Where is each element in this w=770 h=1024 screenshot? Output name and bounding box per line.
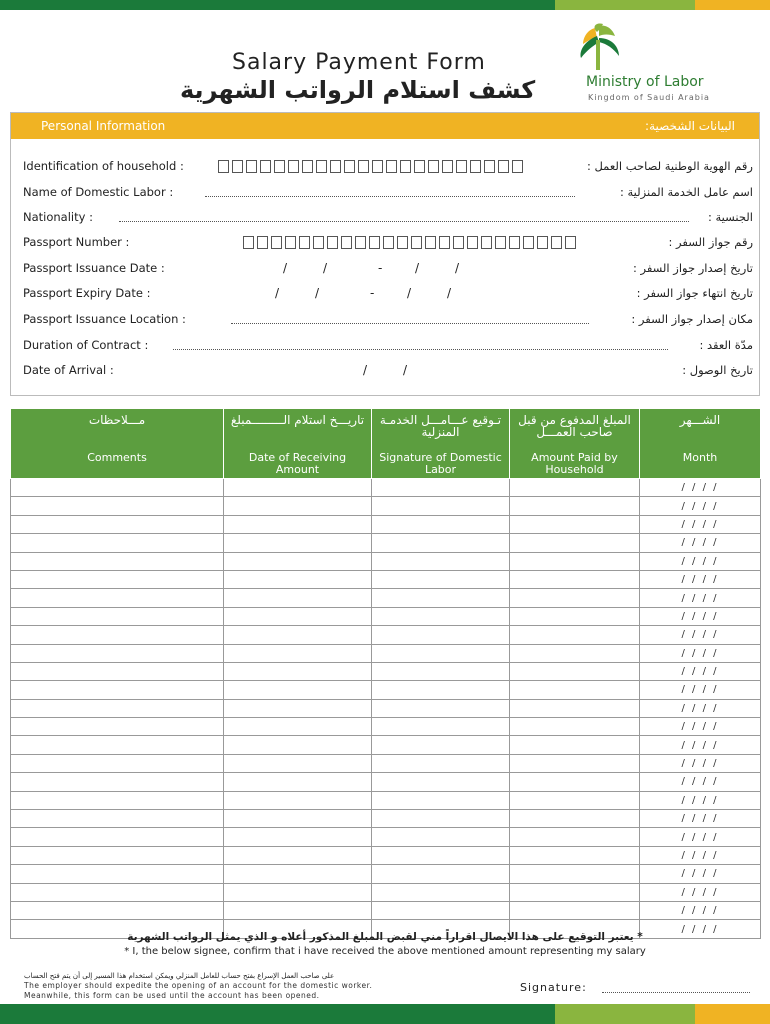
month-cell[interactable]: / / / / [640,754,761,772]
month-cell[interactable]: / / / / [640,718,761,736]
table-row [11,718,761,736]
col-amount: المبلغ المدفوع من قبل صاحب العمـــل Amount Paid by Household [510,409,640,479]
date-cell[interactable] [224,865,372,883]
comments-cell[interactable] [11,607,224,625]
signature-cell[interactable] [372,479,510,497]
signature-cell[interactable] [372,570,510,588]
month-cell[interactable]: / / / / [640,920,761,938]
name-field[interactable] [205,196,575,197]
location-label-ar: مكان إصدار جواز السفر : [631,312,753,326]
name-label-en: Name of Domestic Labor : [23,185,174,199]
amount-cell[interactable] [510,534,640,552]
date-cell[interactable] [224,846,372,864]
date-cell[interactable] [224,754,372,772]
date-cell[interactable] [224,479,372,497]
table-row [11,644,761,662]
table-row [11,570,761,588]
amount-cell[interactable] [510,699,640,717]
expiry-label-ar: تاريخ انتهاء جواز السفر : [636,286,753,300]
arrival-row: Date of Arrival : / / تاريخ الوصول : [23,363,753,377]
amount-cell[interactable] [510,644,640,662]
location-label-en: Passport Issuance Location : [23,312,186,326]
signature-cell[interactable] [372,846,510,864]
id-label-ar: رقم الهوية الوطنية لصاحب العمل : [586,159,753,173]
signature-cell[interactable] [372,534,510,552]
table-row [11,828,761,846]
signature-cell[interactable] [372,773,510,791]
month-cell[interactable]: / / / / [640,901,761,919]
duration-field[interactable] [173,349,668,350]
nationality-field[interactable] [119,221,689,222]
signature-cell[interactable] [372,791,510,809]
date-cell[interactable] [224,515,372,533]
duration-label-en: Duration of Contract : [23,338,149,352]
comments-cell[interactable] [11,515,224,533]
expiry-date-row: Passport Expiry Date : / / - / / تاريخ انتهاء جواز السفر : [23,286,753,300]
signature-cell[interactable] [372,497,510,515]
col-month: الشـــهر Month [640,409,761,479]
nationality-label-en: Nationality : [23,210,93,224]
signature-cell[interactable] [372,589,510,607]
date-cell[interactable] [224,534,372,552]
salary-table [10,408,761,939]
comments-cell[interactable] [11,681,224,699]
month-cell[interactable]: / / / / [640,626,761,644]
signature-cell[interactable] [372,515,510,533]
expiry-label-en: Passport Expiry Date : [23,286,151,300]
comments-cell[interactable] [11,883,224,901]
month-cell[interactable]: / / / / [640,515,761,533]
table-row [11,515,761,533]
ministry-logo-palm-icon [555,22,720,104]
signature-cell[interactable] [372,828,510,846]
table-row [11,607,761,625]
month-cell[interactable]: / / / / [640,662,761,680]
passport-input-boxes[interactable] [243,236,579,249]
signature-cell[interactable] [372,754,510,772]
duration-label-ar: مدّة العقد : [699,338,753,352]
nationality-row [23,210,753,230]
month-cell[interactable]: / / / / [640,681,761,699]
amount-cell[interactable] [510,773,640,791]
month-cell[interactable]: / / / / [640,644,761,662]
month-cell[interactable]: / / / / [640,828,761,846]
signature-cell[interactable] [372,552,510,570]
amount-cell[interactable] [510,846,640,864]
table-row [11,626,761,644]
comments-cell[interactable] [11,479,224,497]
signature-field[interactable] [602,992,750,993]
col-date-received: تاريـــخ استلام الـــــــــمبلغ Date of Receiving Amount [224,409,372,479]
footer-note-ar: على صاحب العمل الإسراع بفتح حساب للعامل المنزلي ويمكن استخدام هذا المسير إلى أن يتم فتح الحساب [24,972,335,980]
amount-cell[interactable] [510,865,640,883]
col-signature: تـوقيع عـــامـــل الخدمـة المنزلية Signature of Domestic Labor [372,409,510,479]
date-cell[interactable] [224,570,372,588]
date-cell[interactable] [224,791,372,809]
signature-cell[interactable] [372,626,510,644]
section-title-ar: البيانات الشخصية: [645,119,735,133]
personal-info-header [11,113,759,139]
amount-cell[interactable] [510,589,640,607]
confirmation-note-en: * I, the below signee, confirm that i have received the above mentioned amount representing my salary [124,946,646,957]
month-cell[interactable]: / / / / [640,846,761,864]
table-row [11,681,761,699]
passport-label-ar: رقم جواز السفر : [668,235,753,249]
arrival-label-ar: تاريخ الوصول : [682,363,753,377]
bottom-color-bar [0,1004,770,1024]
passport-label-en: Passport Number : [23,235,130,249]
table-row [11,699,761,717]
table-row [11,479,761,497]
amount-cell[interactable] [510,883,640,901]
signature-cell[interactable] [372,865,510,883]
comments-cell[interactable] [11,736,224,754]
table-row [11,883,761,901]
nationality-label-ar: الجنسية : [707,210,753,224]
signature-cell[interactable] [372,662,510,680]
month-cell[interactable]: / / / / [640,810,761,828]
passport-row [23,235,753,255]
signature-cell[interactable] [372,901,510,919]
top-color-bar [0,0,770,10]
month-cell[interactable]: / / / / [640,479,761,497]
table-row [11,865,761,883]
date-cell[interactable] [224,828,372,846]
signature-cell[interactable] [372,699,510,717]
comments-cell[interactable] [11,644,224,662]
comments-cell[interactable] [11,791,224,809]
signature-cell[interactable] [372,607,510,625]
title-arabic: كشف استلام الرواتب الشهرية [180,76,536,104]
table-row [11,552,761,570]
name-row [23,185,753,205]
amount-cell[interactable] [510,718,640,736]
table-row [11,846,761,864]
date-cell[interactable] [224,901,372,919]
month-cell[interactable]: / / / / [640,865,761,883]
personal-info-section [10,112,760,396]
date-cell[interactable] [224,589,372,607]
date-cell[interactable] [224,497,372,515]
amount-cell[interactable] [510,681,640,699]
comments-cell[interactable] [11,589,224,607]
signature-cell[interactable] [372,718,510,736]
date-cell[interactable] [224,699,372,717]
date-cell[interactable] [224,718,372,736]
table-row [11,754,761,772]
table-row [11,662,761,680]
date-cell[interactable] [224,607,372,625]
date-cell[interactable] [224,810,372,828]
month-cell[interactable]: / / / / [640,497,761,515]
comments-cell[interactable] [11,810,224,828]
month-cell[interactable]: / / / / [640,736,761,754]
comments-cell[interactable] [11,534,224,552]
table-row [11,810,761,828]
comments-cell[interactable] [11,718,224,736]
amount-cell[interactable] [510,552,640,570]
comments-cell[interactable] [11,865,224,883]
month-cell[interactable]: / / / / [640,534,761,552]
amount-cell[interactable] [510,497,640,515]
section-title-en: Personal Information [41,119,166,133]
month-cell[interactable]: / / / / [640,773,761,791]
footer-note-en: The employer should expedite the opening of an account for the domestic worker. Meanwhile, this form can be used until the account has been opened. [24,981,373,1000]
comments-cell[interactable] [11,846,224,864]
amount-cell[interactable] [510,515,640,533]
amount-cell[interactable] [510,901,640,919]
title-english: Salary Payment Form [232,50,486,75]
comments-cell[interactable] [11,699,224,717]
table-row [11,791,761,809]
amount-cell[interactable] [510,662,640,680]
comments-cell[interactable] [11,901,224,919]
month-cell[interactable]: / / / / [640,699,761,717]
table-row [11,534,761,552]
id-input-boxes[interactable] [218,160,526,173]
col-comments: مـــلاحظات Comments [11,409,224,479]
signature-cell[interactable] [372,681,510,699]
signature-label: Signature: [520,981,587,994]
issue-date-label-en: Passport Issuance Date : [23,261,165,275]
comments-cell[interactable] [11,828,224,846]
signature-cell[interactable] [372,736,510,754]
date-cell[interactable] [224,736,372,754]
signature-cell[interactable] [372,883,510,901]
amount-cell[interactable] [510,791,640,809]
duration-row [23,338,753,358]
date-cell[interactable] [224,773,372,791]
amount-cell[interactable] [510,570,640,588]
confirmation-note-ar: * يعتبر التوقيع على هذا الايصال اقراراً مني لقبض المبلغ المذكور أعلاه و الذي يمثل الرواتب الشهرية [127,931,643,943]
date-cell[interactable] [224,662,372,680]
table-header-row [11,409,761,479]
id-row [23,159,753,179]
amount-cell[interactable] [510,828,640,846]
comments-cell[interactable] [11,773,224,791]
amount-cell[interactable] [510,626,640,644]
id-label-en: Identification of household : [23,159,184,173]
issue-date-label-ar: تاريخ إصدار جواز السفر : [632,261,753,275]
table-row [11,589,761,607]
table-row [11,736,761,754]
comments-cell[interactable] [11,626,224,644]
table-row [11,901,761,919]
comments-cell[interactable] [11,552,224,570]
amount-cell[interactable] [510,479,640,497]
date-cell[interactable] [224,552,372,570]
amount-cell[interactable] [510,754,640,772]
date-cell[interactable] [224,883,372,901]
date-cell[interactable] [224,644,372,662]
comments-cell[interactable] [11,497,224,515]
amount-cell[interactable] [510,607,640,625]
month-cell[interactable]: / / / / [640,552,761,570]
month-cell[interactable]: / / / / [640,607,761,625]
comments-cell[interactable] [11,662,224,680]
month-cell[interactable]: / / / / [640,791,761,809]
name-label-ar: اسم عامل الخدمة المنزلية : [619,185,753,199]
amount-cell[interactable] [510,736,640,754]
logo-subtext: Kingdom of Saudi Arabia [588,93,710,102]
location-field[interactable] [231,323,589,324]
month-cell[interactable]: / / / / [640,570,761,588]
date-cell[interactable] [224,681,372,699]
comments-cell[interactable] [11,570,224,588]
month-cell[interactable]: / / / / [640,883,761,901]
signature-cell[interactable] [372,644,510,662]
issue-date-row: Passport Issuance Date : / / - / / تاريخ إصدار جواز السفر : [23,261,753,275]
comments-cell[interactable] [11,754,224,772]
date-cell[interactable] [224,626,372,644]
signature-cell[interactable] [372,810,510,828]
table-row [11,497,761,515]
amount-cell[interactable] [510,810,640,828]
logo-text: Ministry of Labor [586,74,704,90]
table-row [11,773,761,791]
location-row [23,312,753,332]
arrival-label-en: Date of Arrival : [23,363,114,377]
month-cell[interactable]: / / / / [640,589,761,607]
